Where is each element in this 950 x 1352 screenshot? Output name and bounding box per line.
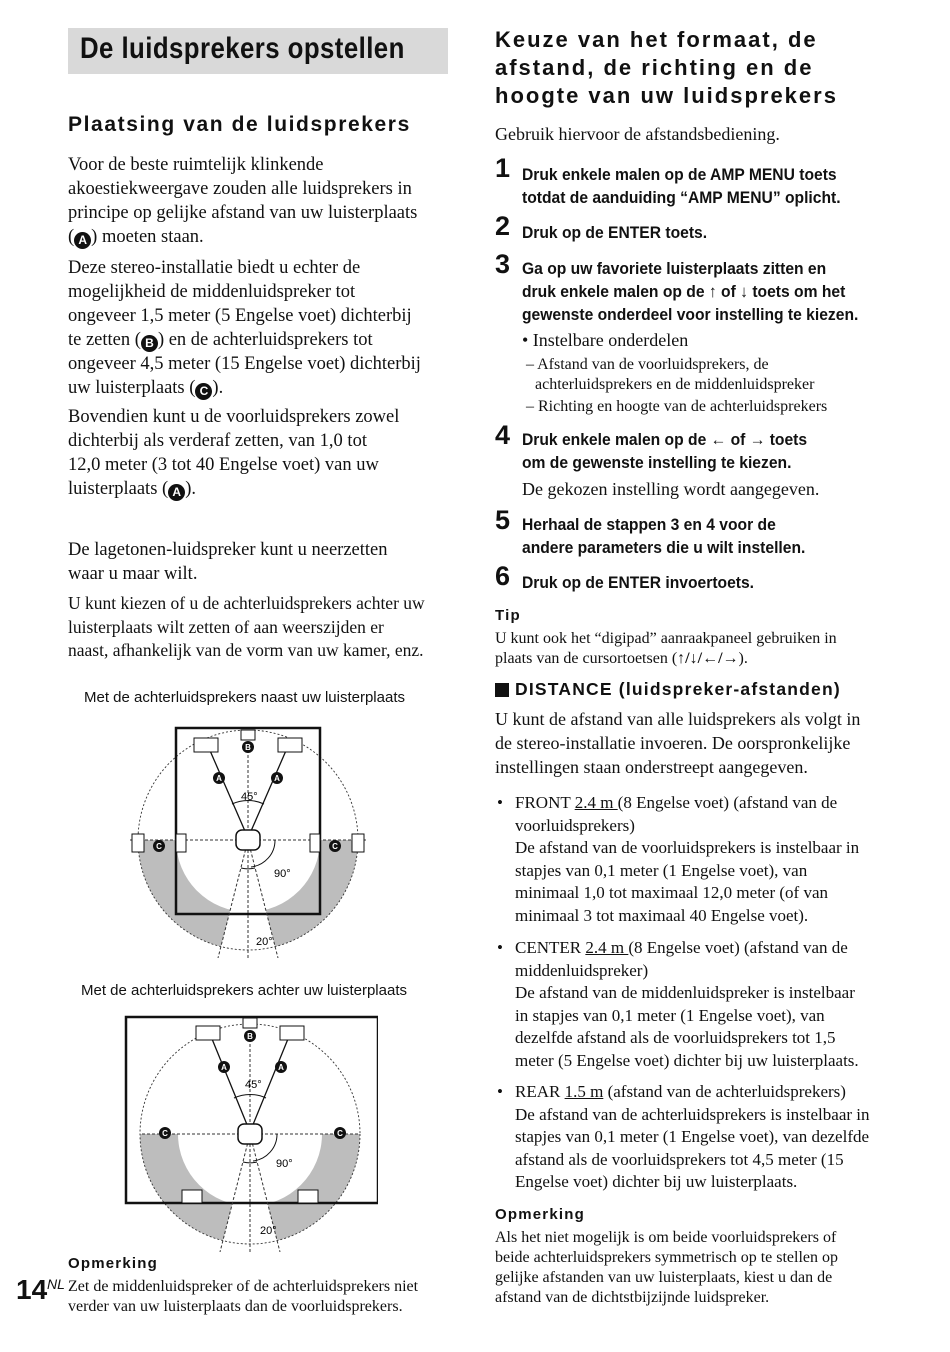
bullet-dot: • [497,938,503,957]
text-line: stapjes van 0,1 meter (1 Engelse voet), van dezelfde [515,1127,870,1147]
text-fragment: ) moeten staan. [91,227,204,247]
bullet-dot: • [497,793,503,812]
text-line: verder van uw luisterplaats dan de voorluidsprekers. [68,1298,403,1315]
text-line: ( A ) moeten staan. [68,227,204,247]
step3-item: – Richting en hoogte van de achterluidsprekers [526,398,828,415]
text-line: minimaal 1,0 tot maximaal 12,0 meter (of van [515,883,828,903]
angle-label: 20° [256,936,273,948]
text-line: afstand, de richting en de [495,55,814,80]
step-text [522,513,805,559]
text-fragment: (afstand van de achterluidsprekers) [603,1082,846,1101]
angle-label: 45° [241,791,258,803]
text-line: ongeveer 1,5 meter (5 Engelse voet) dichterbij [68,306,412,326]
slash: / [685,650,690,667]
text-line: andere parameters die u wilt instellen. [522,538,806,557]
marker-a-icon: A [168,484,185,501]
tip-heading: Tip [495,607,521,624]
text-line: stapjes van 0,1 meter (1 Engelse voet), van [515,860,808,880]
angle-label: 20° [260,1225,277,1237]
default-value: 1.5 m [564,1082,604,1101]
note-heading-left: Opmerking [68,1255,158,1272]
text-line: instellingen staan onderstreept aangegeven. [495,757,808,777]
text-fragment: druk enkele malen op de [522,282,709,301]
bullet-dot: • [497,1082,503,1101]
step-number: 4 [495,420,511,450]
marker-b-icon: B [245,743,251,752]
text-line: Engelse voet) dichter bij uw luisterplaats. [515,1172,798,1192]
text-line [68,477,458,501]
text-line: middenluidspreker) [515,960,649,980]
step-text [522,257,858,326]
arrow-up-icon: ↑ [677,650,686,667]
arrow-down-icon: ↓ [689,650,698,667]
text-line: De lagetonen-luidspreker kunt u neerzetten [68,540,388,560]
page-language-code: NL [47,1276,65,1292]
step-number: 6 [495,561,511,591]
text-fragment: CENTER [515,938,586,957]
marker-c-icon: C [195,383,212,400]
step3-item: • Instelbare onderdelen [522,330,689,350]
paragraph-rear-choice [68,592,458,663]
default-value: 2.4 m [585,938,629,957]
distance-heading: DISTANCE (luidspreker-afstanden) [515,679,841,699]
arrow-right-icon: → [722,650,739,667]
marker-a-icon: A [74,232,91,249]
text-line: Ga op uw favoriete luisterplaats zitten en [522,259,827,278]
text-fragment: ). [185,479,196,499]
arrow-left-icon: ← [710,430,727,449]
page-number: 14 [16,1274,48,1305]
slash: / [718,650,723,667]
section-heading-format [495,26,838,110]
text-line: gelijke afstanden van uw luisterplaats, kiest u dan de [495,1269,833,1286]
text-line: afstand als de voorluidsprekers tot 4,5 meter (15 [515,1149,844,1169]
angle-label: 90° [274,868,291,880]
text-line: naast, afhankelijk van de vorm van uw kamer, enz. [68,640,424,660]
page-title-text: De luidsprekers opstellen [80,32,405,65]
text-line: Deze stereo-installatie biedt u echter de [68,258,361,278]
text-line [515,1081,915,1104]
marker-b-icon: B [141,335,158,352]
text-line [522,280,858,303]
angle-label: 45° [245,1079,262,1091]
text-fragment: plaats van de cursortoetsen ( [495,650,678,667]
text-line: om de gewenste instelling te kiezen. [522,453,792,472]
text-line: De afstand van de voorluidsprekers is instelbaar in [515,838,860,858]
arrow-up-icon: ↑ [708,282,717,301]
arrow-right-icon: → [749,430,766,449]
arrow-left-icon: ← [702,650,719,667]
text-line: luisterplaats wilt zetten of aan weerszijden er [68,616,384,637]
diagram-caption-behind: Met de achterluidsprekers achter uw luisterplaats [81,982,407,999]
slash: / [697,650,703,667]
marker-a-icon: A [216,774,222,783]
marker-a-icon: A [278,1063,284,1072]
intro-text: Gebruik hiervoor de afstandsbediening. [495,124,780,144]
text-line: Zet de middenluidspreker of de achterluidsprekers niet [68,1278,419,1295]
text-line: Bovendien kunt u de voorluidsprekers zowel [68,407,400,427]
arrow-down-icon: ↓ [740,282,748,301]
text-line: U kunt kiezen of u de achterluidsprekers achter uw [68,593,425,613]
step4-result: De gekozen instelling wordt aangegeven. [522,479,820,499]
text-fragment: of [726,430,750,449]
marker-a-icon: A [221,1063,227,1072]
text-line: Herhaal de stappen 3 en 4 voor de [522,515,776,534]
bullet-front [515,792,915,928]
text-line: principe op gelijke afstand van uw luisterplaats [68,203,418,223]
text-fragment: ) en de achterluidsprekers tot [157,330,373,350]
note-text-left [68,1277,468,1317]
text-fragment: (8 Engelse voet) (afstand van de [617,793,838,812]
marker-b-icon: B [247,1032,253,1041]
text-fragment: toets om het [747,282,846,301]
section-heading-placement: Plaatsing van de luidsprekers [68,113,411,136]
text-line: ongeveer 4,5 meter (15 Engelse voet) dichterbij [68,354,421,374]
text-line: Druk enkele malen op de AMP MENU toets [522,165,837,184]
step-number: 2 [495,211,511,241]
text-line: mogelijkheid de middenluidspreker tot [68,282,356,302]
speaker-diagram-side [128,718,368,958]
paragraph-subwoofer [68,538,458,586]
page-title [68,28,448,74]
text-line: dezelfde afstand als de voorluidsprekers tot 1,5 [515,1028,836,1048]
text-line [68,328,458,352]
step3-item: achterluidsprekers en de middenluidspreker [535,376,815,393]
text-line: totdat de aanduiding “AMP MENU” oplicht. [522,188,841,207]
text-fragment: te zetten ( [68,330,141,350]
step-number: 5 [495,505,511,535]
text-line [522,428,807,451]
step3-item: – Afstand van de voorluidsprekers, de [526,356,769,373]
text-line [495,649,895,669]
text-line: U kunt ook het “digipad” aanraakpaneel gebruiken in [495,630,837,647]
text-fragment: of [716,282,741,301]
text-line: akoestiekweergave zouden alle luidsprekers in [68,179,412,199]
marker-c-icon: C [156,842,162,851]
step-number: 3 [495,249,511,279]
text-fragment: (8 Engelse voet) (afstand van de [628,938,848,957]
text-fragment: luisterplaats ( [68,479,169,499]
paragraph-front-range [68,405,458,501]
bullet-center [515,937,915,1073]
step-text [522,428,807,474]
text-line: gewenste onderdeel voor instelling te kiezen. [522,305,859,324]
distance-intro [495,707,895,779]
marker-a-icon: A [274,774,280,783]
text-fragment: ). [738,650,748,667]
text-line: beide achterluidsprekers symmetrisch op te stellen op [495,1249,839,1266]
marker-c-icon: C [162,1129,168,1138]
text-line: De afstand van de middenluidspreker is instelbaar [515,983,855,1003]
note-heading-right: Opmerking [495,1206,585,1223]
speaker-diagram-behind [118,1012,378,1252]
text-fragment: ). [212,378,224,398]
text-line: afstand van de dichtstbijzijnde luidspreker. [495,1289,770,1306]
text-line [68,376,458,400]
text-line [515,792,915,815]
text-line: voorluidsprekers) [515,815,635,835]
text-line: de stereo-installatie invoeren. De oorspronkelijke [495,733,851,753]
text-line: De afstand van de achterluidsprekers is instelbaar in [515,1104,870,1124]
text-line: in stapjes van 0,1 meter (1 Engelse voet), van [515,1005,825,1025]
text-fragment: uw luisterplaats ( [68,378,196,398]
tip-text [495,629,895,669]
marker-c-icon: C [337,1129,343,1138]
step-number: 1 [495,153,511,183]
paragraph-equal-distance [68,153,458,249]
text-line: Keuze van het formaat, de [495,27,818,52]
text-line: minimaal 3 tot maximaal 40 Engelse voet). [515,905,809,925]
text-fragment: Druk enkele malen op de [522,430,711,449]
text-fragment: toets [765,430,808,449]
step-text: Druk op de ENTER invoertoets. [522,573,755,592]
angle-label: 90° [276,1158,293,1170]
text-line: Als het niet mogelijk is om beide voorluidsprekers of [495,1229,837,1246]
marker-c-icon: C [332,842,338,851]
square-bullet-icon [495,683,509,697]
text-line: waar u maar wilt. [68,564,198,584]
paragraph-center-rear [68,256,458,400]
text-line: meter (5 Engelse voet) dichter bij uw luisterplaats. [515,1050,859,1070]
step-text: Druk op de ENTER toets. [522,223,708,242]
text-line: hoogte van uw luidsprekers [495,83,838,108]
text-fragment: REAR [515,1082,565,1101]
diagram-caption-side: Met de achterluidsprekers naast uw luisterplaats [84,689,405,706]
text-line: dichterbij als verderaf zetten, van 1,0 tot [68,431,367,451]
note-text-right [495,1228,895,1308]
default-value: 2.4 m [574,793,618,812]
bullet-rear [515,1081,915,1194]
text-line: Voor de beste ruimtelijk klinkende [68,155,324,175]
step-text [522,163,841,209]
text-line: U kunt de afstand van alle luidsprekers als volgt in [495,709,861,729]
text-line: 12,0 meter (3 tot 40 Engelse voet) van uw [68,455,379,475]
text-line [515,937,915,960]
text-fragment: FRONT [515,793,575,812]
